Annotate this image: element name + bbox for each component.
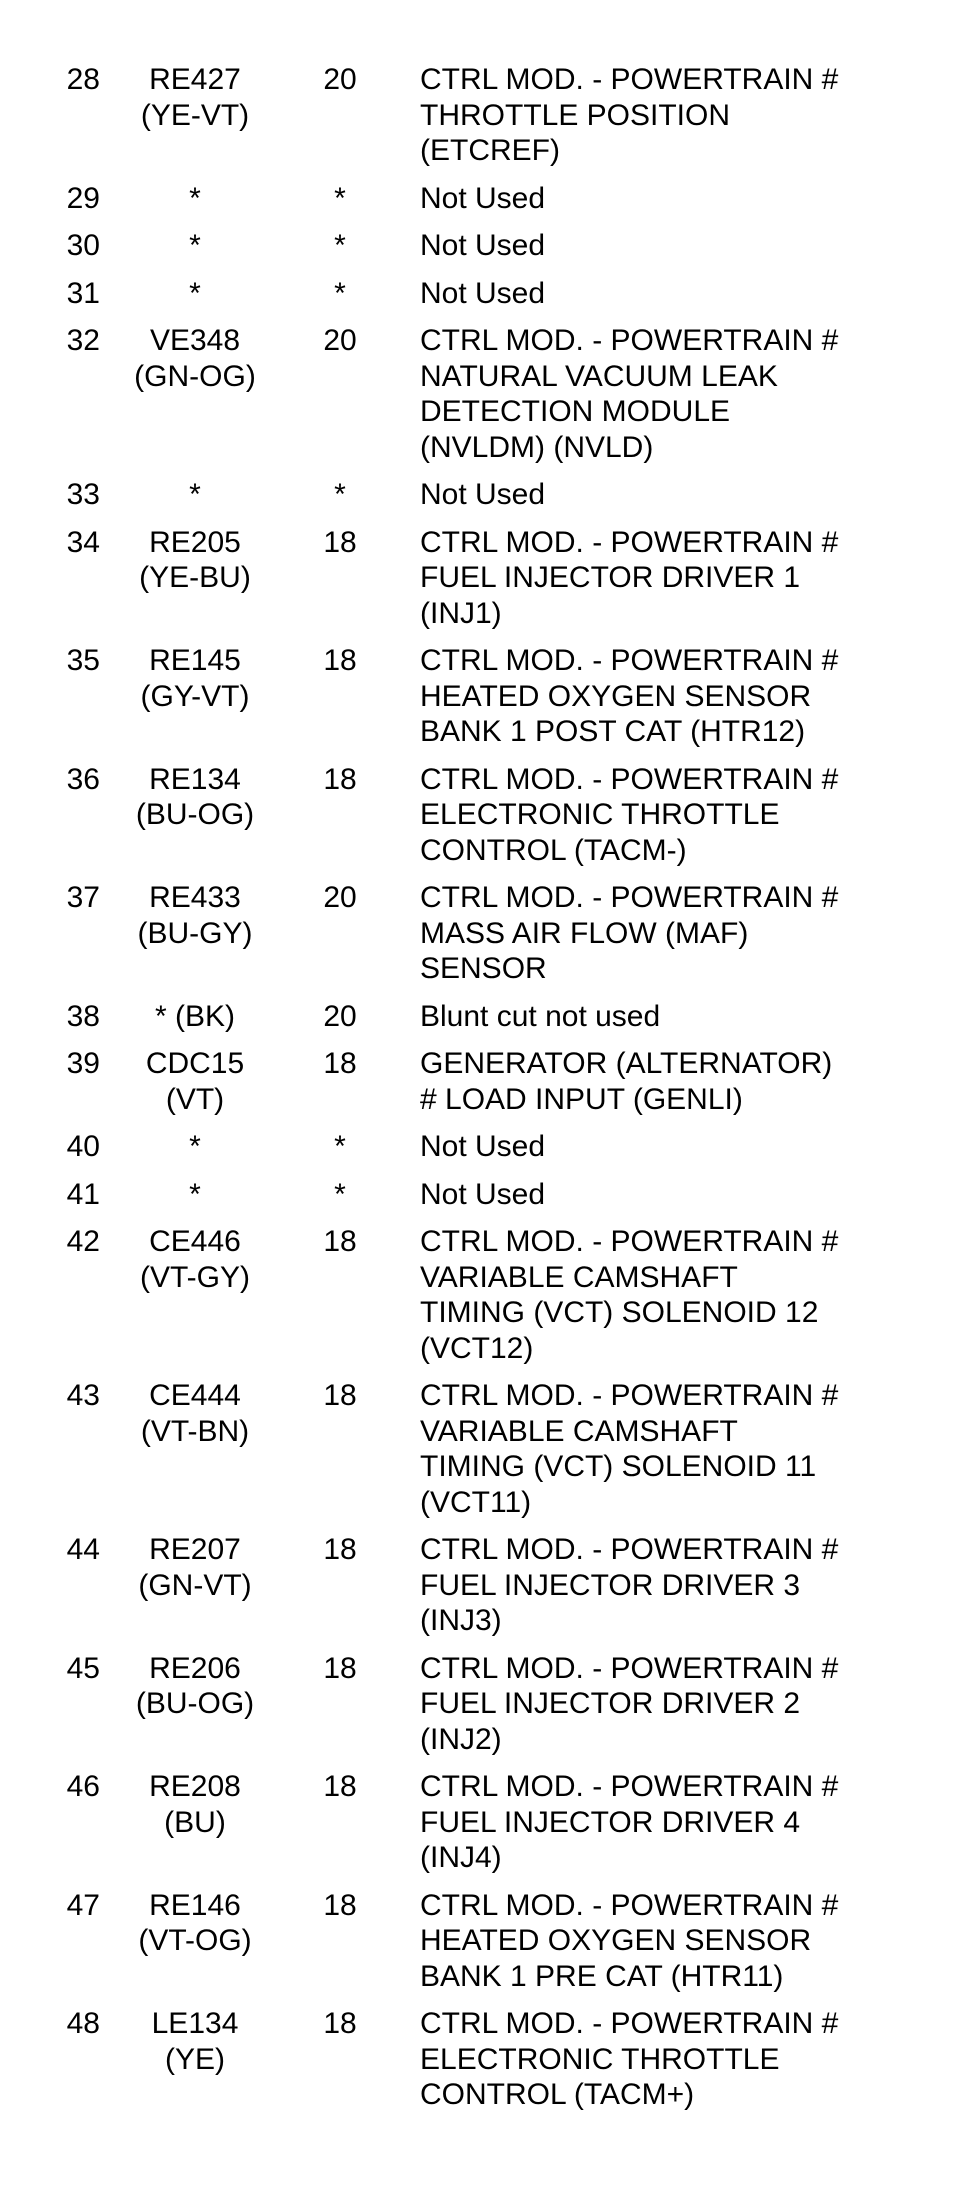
circuit-id [100, 181, 290, 217]
function-line: HEATED OXYGEN SENSOR [420, 1924, 812, 1957]
wire-gauge: * [334, 181, 346, 215]
circuit-function [420, 1177, 880, 1213]
pin-number: 35 [66, 644, 100, 677]
circuit-id [100, 228, 290, 264]
circuit-line: (VT-BN) [140, 1414, 250, 1448]
wire-gauge: 18 [323, 762, 357, 796]
circuit-id [100, 276, 290, 312]
circuit-line: VE348 [149, 324, 241, 357]
circuit-id [100, 323, 290, 394]
circuit-line: RE206 [149, 1651, 241, 1685]
function-line: THROTTLE POSITION [420, 98, 731, 132]
wire-gauge: * [334, 1177, 346, 1211]
circuit-line: (YE) [165, 2042, 225, 2076]
function-line: (VCT11) [420, 1485, 532, 1519]
function-line: Not Used [420, 1130, 546, 1163]
function-line: Not Used [420, 478, 546, 511]
circuit-function [420, 1378, 880, 1520]
circuit-function [420, 880, 880, 987]
wire-gauge: 20 [323, 881, 357, 914]
function-line: (INJ1) [420, 596, 502, 630]
function-line: VARIABLE CAMSHAFT [420, 1414, 738, 1448]
circuit-line: RE208 [149, 1770, 241, 1803]
function-line: (VCT12) [420, 1331, 534, 1365]
wire-gauge: 18 [323, 1047, 357, 1080]
circuit-line: (BU) [164, 1805, 226, 1839]
pin-number: 29 [66, 181, 100, 215]
circuit-id [100, 525, 290, 596]
circuit-function [420, 181, 880, 217]
circuit-id [100, 1046, 290, 1117]
wire-gauge: 18 [323, 1651, 357, 1685]
pin-number: 31 [66, 276, 100, 310]
function-line: SENSOR [420, 952, 547, 985]
table-row [0, 477, 963, 525]
circuit-line: LE134 [151, 2007, 239, 2040]
circuit-id [100, 62, 290, 133]
pin-number: 45 [66, 1651, 100, 1685]
circuit-line: * [189, 181, 201, 215]
circuit-line: RE433 [149, 881, 241, 914]
circuit-id [100, 1651, 290, 1722]
circuit-function [420, 228, 880, 264]
table-row [0, 1651, 963, 1770]
circuit-line: CDC15 [145, 1047, 245, 1080]
circuit-line: RE146 [149, 1888, 241, 1922]
circuit-line: CE446 [149, 1225, 241, 1258]
function-line: CTRL MOD. - POWERTRAIN # [420, 881, 839, 914]
function-line: TIMING (VCT) SOLENOID 11 [420, 1450, 817, 1483]
circuit-line: * [189, 1130, 201, 1163]
circuit-function [420, 1888, 880, 1995]
table-row [0, 2006, 963, 2125]
circuit-function [420, 1129, 880, 1165]
circuit-id [100, 643, 290, 714]
circuit-id [100, 1378, 290, 1449]
function-line: GENERATOR (ALTERNATOR) [420, 1047, 833, 1080]
table-row [0, 1769, 963, 1888]
function-line: ELECTRONIC THROTTLE [420, 2042, 780, 2076]
function-line: CONTROL (TACM-) [420, 833, 687, 867]
function-line: (NVLDM) (NVLD) [420, 430, 654, 464]
function-line: CTRL MOD. - POWERTRAIN # [420, 1888, 839, 1922]
wire-gauge: 18 [323, 1770, 357, 1803]
circuit-function [420, 323, 880, 465]
pin-number: 48 [66, 2007, 100, 2040]
pin-number: 43 [66, 1379, 100, 1412]
circuit-line: (YE-VT) [140, 98, 250, 132]
function-line: (INJ4) [420, 1841, 502, 1874]
connector-pinout-table [0, 62, 963, 2125]
wire-gauge: 18 [323, 525, 357, 559]
circuit-line: (VT-OG) [138, 1924, 252, 1957]
table-row [0, 999, 963, 1047]
function-line: CTRL MOD. - POWERTRAIN # [420, 63, 839, 96]
pin-number: 30 [66, 229, 100, 262]
wire-gauge: 18 [323, 1225, 357, 1258]
function-line: Not Used [420, 276, 546, 310]
circuit-function [420, 1224, 880, 1366]
circuit-line: (YE-BU) [139, 561, 251, 594]
function-line: (INJ2) [420, 1722, 502, 1756]
circuit-line: (BU-OG) [135, 798, 255, 831]
circuit-id [100, 477, 290, 513]
circuit-id [100, 880, 290, 951]
function-line: FUEL INJECTOR DRIVER 2 [420, 1687, 801, 1720]
function-line: VARIABLE CAMSHAFT [420, 1260, 738, 1294]
circuit-line: RE205 [149, 525, 241, 559]
function-line: FUEL INJECTOR DRIVER 4 [420, 1805, 801, 1839]
circuit-function [420, 999, 880, 1035]
function-line: CTRL MOD. - POWERTRAIN # [420, 525, 839, 559]
wire-gauge: 18 [323, 1379, 357, 1412]
circuit-line: * [189, 229, 201, 262]
function-line: (INJ3) [420, 1604, 502, 1637]
pin-number: 41 [66, 1177, 100, 1211]
circuit-function [420, 643, 880, 750]
circuit-line: (GN-VT) [138, 1568, 252, 1602]
circuit-function [420, 1046, 880, 1117]
circuit-line: (VT-GY) [140, 1260, 250, 1294]
circuit-function [420, 1769, 880, 1876]
wire-gauge: 20 [323, 63, 357, 96]
function-line: Not Used [420, 229, 546, 262]
circuit-line: * [189, 478, 201, 511]
circuit-line: RE427 [149, 63, 241, 96]
pin-number: 44 [66, 1533, 100, 1566]
pin-number: 33 [66, 478, 100, 511]
table-row [0, 1046, 963, 1129]
circuit-id [100, 999, 290, 1035]
circuit-function [420, 276, 880, 312]
circuit-id [100, 2006, 290, 2077]
wire-gauge: * [334, 276, 346, 310]
wire-gauge: * [334, 1130, 346, 1163]
table-row [0, 525, 963, 644]
circuit-id [100, 762, 290, 833]
function-line: CTRL MOD. - POWERTRAIN # [420, 1651, 839, 1685]
wire-gauge: * [334, 478, 346, 511]
circuit-line: (GN-OG) [134, 359, 256, 393]
wire-gauge: 20 [323, 999, 357, 1033]
function-line: CTRL MOD. - POWERTRAIN # [420, 1533, 839, 1566]
table-row [0, 1224, 963, 1378]
circuit-line: (GY-VT) [140, 679, 250, 713]
pin-number: 37 [66, 881, 100, 914]
function-line: CTRL MOD. - POWERTRAIN # [420, 2007, 839, 2040]
circuit-line: * [189, 1177, 201, 1211]
pin-number: 47 [66, 1888, 100, 1922]
circuit-line: (VT) [165, 1082, 225, 1116]
table-row [0, 276, 963, 324]
function-line: MASS AIR FLOW (MAF) [420, 916, 749, 950]
circuit-line: RE145 [149, 644, 241, 677]
pin-number: 38 [66, 999, 100, 1033]
wire-gauge: 18 [323, 1533, 357, 1566]
function-line: CONTROL (TACM+) [420, 2078, 695, 2111]
function-line: NATURAL VACUUM LEAK [420, 359, 778, 393]
table-row [0, 228, 963, 276]
pin-number: 36 [66, 762, 100, 796]
function-line: (ETCREF) [420, 134, 560, 167]
pin-number: 32 [66, 324, 100, 357]
circuit-id [100, 1532, 290, 1603]
function-line: FUEL INJECTOR DRIVER 1 [420, 561, 801, 594]
circuit-line: (BU-OG) [135, 1687, 255, 1720]
circuit-function [420, 525, 880, 632]
function-line: FUEL INJECTOR DRIVER 3 [420, 1568, 801, 1602]
pin-number: 46 [66, 1770, 100, 1803]
function-line: Not Used [420, 181, 546, 215]
function-line: HEATED OXYGEN SENSOR [420, 679, 812, 713]
circuit-id [100, 1224, 290, 1295]
table-row [0, 1177, 963, 1225]
circuit-line: CE444 [149, 1379, 241, 1412]
circuit-function [420, 477, 880, 513]
circuit-line: * [189, 276, 201, 310]
function-line: BANK 1 PRE CAT (HTR11) [420, 1959, 784, 1993]
wire-gauge: 18 [323, 2007, 357, 2040]
circuit-function [420, 1532, 880, 1639]
circuit-function [420, 1651, 880, 1758]
table-row [0, 181, 963, 229]
table-row [0, 880, 963, 999]
function-line: CTRL MOD. - POWERTRAIN # [420, 1770, 839, 1803]
circuit-line: * (BK) [154, 999, 235, 1033]
wire-gauge: 18 [323, 644, 357, 677]
function-line: DETECTION MODULE [420, 395, 731, 428]
wire-gauge: 18 [323, 1888, 357, 1922]
function-line: CTRL MOD. - POWERTRAIN # [420, 324, 839, 357]
circuit-id [100, 1129, 290, 1165]
circuit-id [100, 1888, 290, 1959]
pin-number: 34 [66, 525, 100, 559]
function-line: # LOAD INPUT (GENLI) [420, 1082, 743, 1116]
function-line: CTRL MOD. - POWERTRAIN # [420, 762, 839, 796]
circuit-id [100, 1769, 290, 1840]
function-line: CTRL MOD. - POWERTRAIN # [420, 644, 839, 677]
circuit-function [420, 762, 880, 869]
table-row [0, 323, 963, 477]
circuit-id [100, 1177, 290, 1213]
pin-number: 28 [66, 63, 100, 96]
function-line: TIMING (VCT) SOLENOID 12 [420, 1296, 819, 1329]
table-row [0, 1129, 963, 1177]
function-line: CTRL MOD. - POWERTRAIN # [420, 1225, 839, 1258]
circuit-line: RE134 [149, 762, 241, 796]
table-row [0, 62, 963, 181]
table-row [0, 1378, 963, 1532]
circuit-function [420, 62, 880, 169]
pin-number: 39 [66, 1047, 100, 1080]
circuit-line: RE207 [149, 1533, 241, 1566]
circuit-function [420, 2006, 880, 2113]
table-row [0, 762, 963, 881]
function-line: BANK 1 POST CAT (HTR12) [420, 715, 806, 748]
table-row [0, 1888, 963, 2007]
circuit-line: (BU-GY) [137, 916, 253, 950]
function-line: Blunt cut not used [420, 999, 661, 1033]
function-line: ELECTRONIC THROTTLE [420, 798, 780, 831]
pin-number: 42 [66, 1225, 100, 1258]
table-row [0, 1532, 963, 1651]
function-line: CTRL MOD. - POWERTRAIN # [420, 1379, 839, 1412]
pin-number: 40 [66, 1130, 100, 1163]
wire-gauge: 20 [323, 324, 357, 357]
table-row [0, 643, 963, 762]
function-line: Not Used [420, 1177, 546, 1211]
wire-gauge: * [334, 229, 346, 262]
